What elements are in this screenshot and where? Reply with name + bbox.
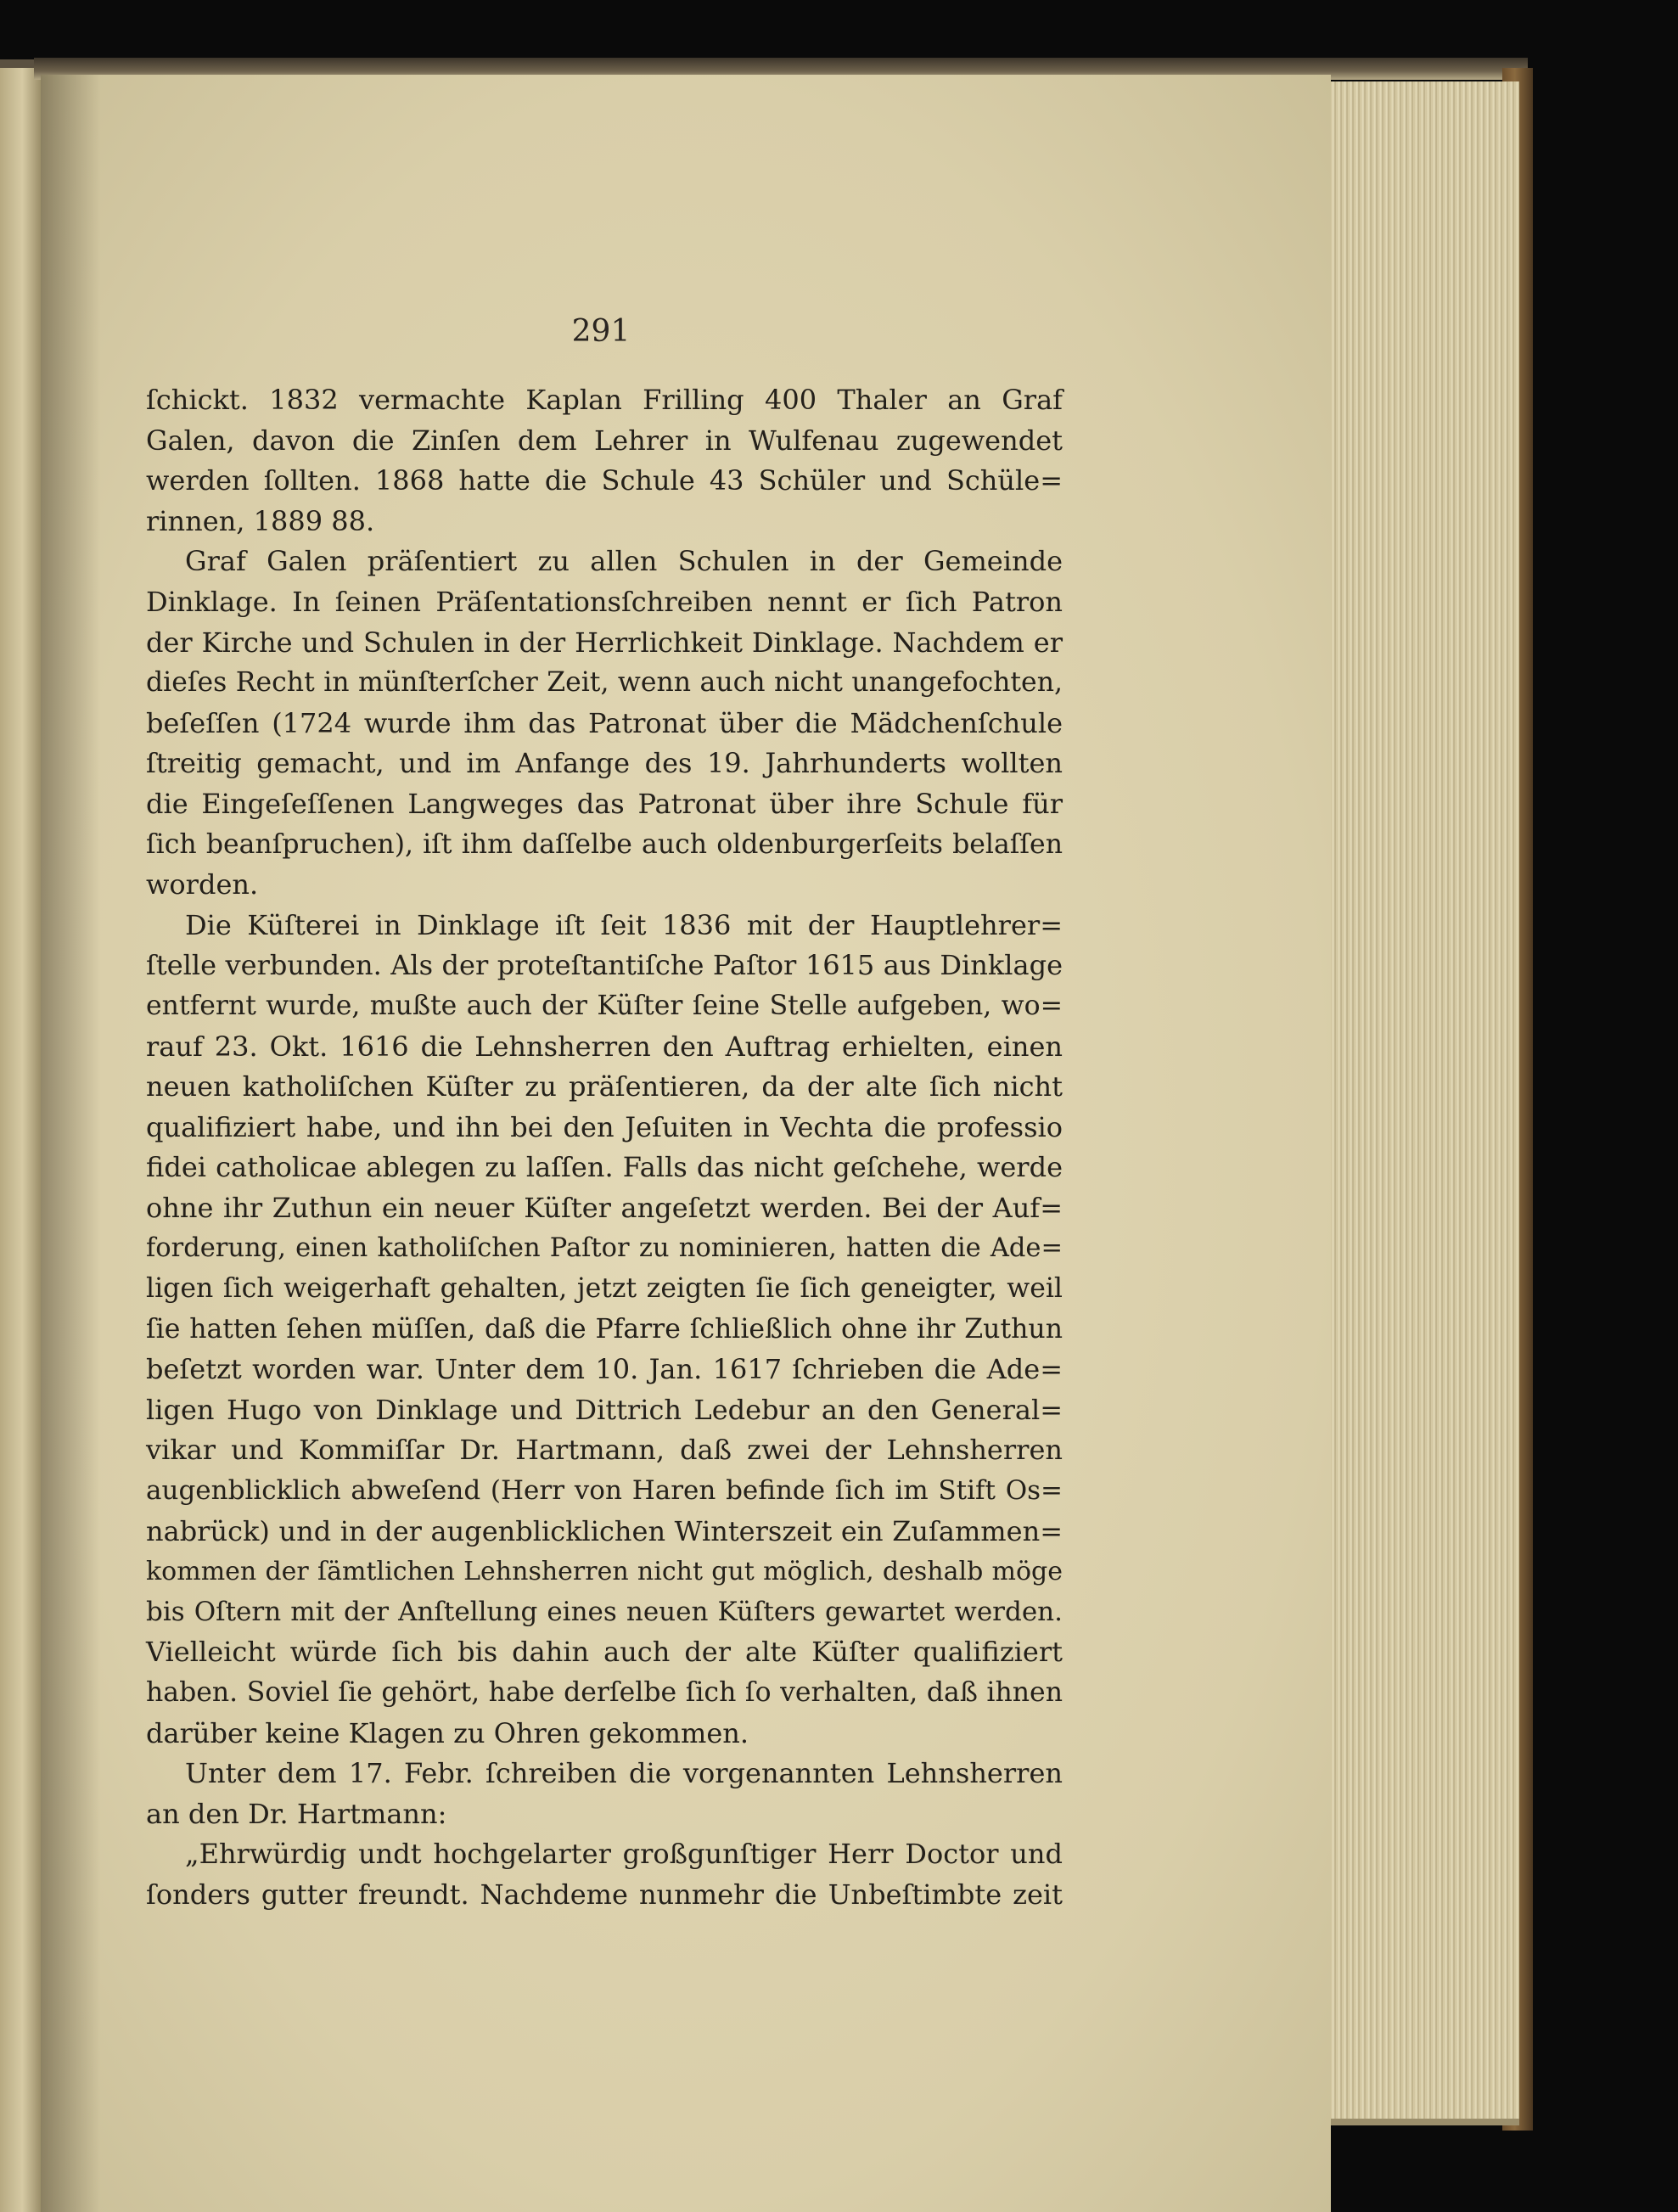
text-line: kommen der ſämtlichen Lehnsherren nicht gut möglich, deshalb möge	[146, 1557, 1063, 1587]
text-line: ſich beanſpruchen), iſt ihm daſſelbe auch oldenburgerſeits belaſſen	[146, 828, 1063, 860]
text-line: Unter dem 17. Febr. ſchreiben die vorgenannten Lehnsherren	[185, 1757, 1063, 1790]
text-line: worden.	[146, 868, 259, 901]
text-line: darüber keine Klagen zu Ohren gekommen.	[146, 1716, 749, 1749]
paragraph	[146, 906, 1063, 1754]
page-text	[146, 380, 1063, 1916]
text-line: qualifiziert habe, und ihn bei den Jeſuiten in Vechta die professio	[146, 1110, 1063, 1143]
text-line: ohne ihr Zuthun ein neuer Küſter angeſetzt werden. Bei der Auf=	[146, 1191, 1063, 1224]
text-line: Dinklage. In ſeinen Präſentationsſchreiben nennt er ſich Patron	[146, 585, 1063, 618]
facing-page-edge	[0, 68, 41, 2212]
page-number: 291	[571, 314, 631, 349]
paragraph	[146, 1754, 1063, 1834]
paragraph	[146, 380, 1063, 542]
text-line: ſonders gutter freundt. Nachdeme nunmehr die Unbeſtimbte zeit	[146, 1878, 1063, 1911]
text-line: rauf 23. Okt. 1616 die Lehnsherren den Auftrag erhielten, einen	[146, 1030, 1063, 1063]
text-line: ſtreitig gemacht, und im Anfange des 19. Jahrhunderts wollten	[146, 747, 1063, 780]
text-line: werden ſollten. 1868 hatte die Schule 43 Schüler und Schüle=	[146, 464, 1063, 497]
text-line: die Eingeſeſſenen Langweges das Patronat über ihre Schule für	[146, 787, 1063, 820]
text-line: beſeſſen (1724 wurde ihm das Patronat über die Mädchenſchule	[146, 706, 1063, 739]
text-line: haben. Soviel ſie gehört, habe derſelbe ſich ſo verhalten, daß ihnen	[146, 1677, 1063, 1708]
text-line: der Kirche und Schulen in der Herrlichkeit Dinklage. Nachdem er	[146, 626, 1063, 659]
text-line: „Ehrwürdig undt hochgelarter großgunſtiger Herr Doctor und	[185, 1838, 1063, 1871]
text-line: forderung, einen katholiſchen Paſtor zu nominieren, hatten die Ade=	[146, 1233, 1063, 1264]
text-line: beſetzt worden war. Unter dem 10. Jan. 1617 ſchrieben die Ade=	[146, 1353, 1063, 1386]
text-line: ligen ſich weigerhaft gehalten, jetzt zeigten ſie ſich geneigter, weil	[146, 1273, 1063, 1305]
gutter-shadow	[41, 75, 100, 2212]
text-line: Galen, davon die Zinſen dem Lehrer in Wulfenau zugewendet	[146, 424, 1063, 457]
text-line: Graf Galen präſentiert zu allen Schulen in der Gemeinde	[185, 545, 1063, 578]
text-line: nabrück) und in der augenblicklichen Winterszeit ein Zuſammen=	[146, 1514, 1063, 1547]
text-line: ligen Hugo von Dinklage und Dittrich Ledebur an den General=	[146, 1393, 1063, 1426]
text-line: bis Oſtern mit der Anſtellung eines neuen Küſters gewartet werden.	[146, 1596, 1063, 1627]
paragraph	[146, 1834, 1063, 1915]
text-line: an den Dr. Hartmann:	[146, 1797, 447, 1830]
text-line: augenblicklich abweſend (Herr von Haren befinde ſich im Stift Os=	[146, 1475, 1063, 1507]
text-line: Die Küſterei in Dinklage iſt ſeit 1836 mit der Hauptlehrer=	[185, 908, 1063, 941]
page-block-edges	[1307, 81, 1519, 2125]
text-line: fidei catholicae ablegen zu laſſen. Falls das nicht geſchehe, werde	[146, 1151, 1063, 1184]
text-line: Vielleicht würde ſich bis dahin auch der alte Küſter qualifiziert	[146, 1636, 1063, 1669]
text-line: ſtelle verbunden. Als der proteſtantiſche Paſtor 1615 aus Dinklage	[146, 949, 1063, 982]
text-line: ſchickt. 1832 vermachte Kaplan Frilling 400 Thaler an Graf	[146, 384, 1063, 416]
text-line: entfernt wurde, mußte auch der Küſter ſeine Stelle aufgeben, wo=	[146, 990, 1063, 1021]
text-line: vikar und Kommiſſar Dr. Hartmann, daß zwei der Lehnsherren	[146, 1434, 1063, 1467]
text-line: rinnen, 1889 88.	[146, 504, 375, 537]
text-line: neuen katholiſchen Küſter zu präſentieren, da der alte ſich nicht	[146, 1070, 1063, 1103]
text-line: ſie hatten ſehen müſſen, daß die Pfarre ſchließlich ohne ihr Zuthun	[146, 1313, 1063, 1345]
paragraph	[146, 542, 1063, 905]
text-line: dieſes Recht in münſterſcher Zeit, wenn auch nicht unangefochten,	[146, 667, 1063, 699]
book-page	[41, 75, 1331, 2212]
